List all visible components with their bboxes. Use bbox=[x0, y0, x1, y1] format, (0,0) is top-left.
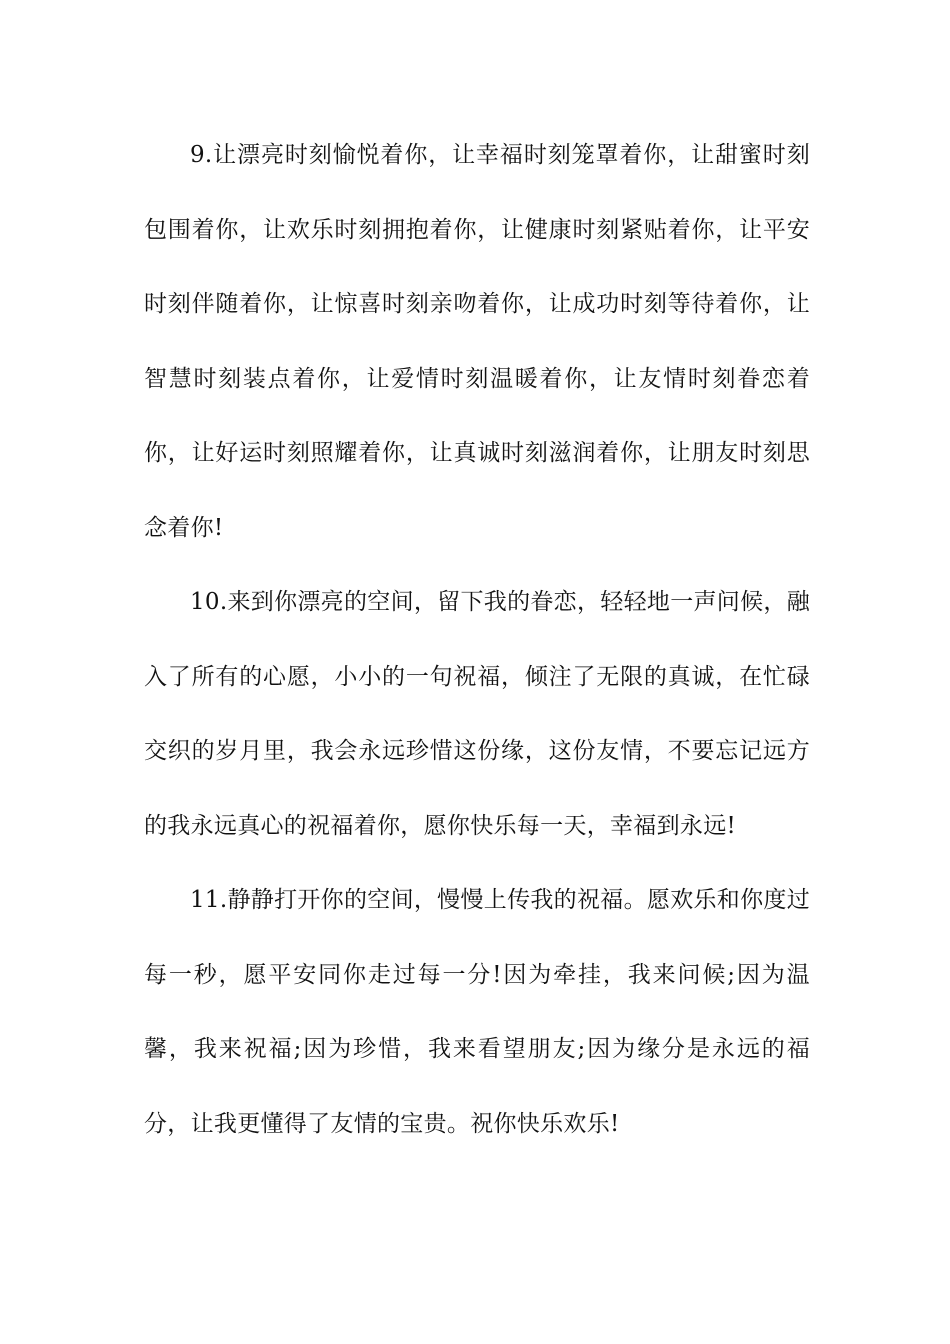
document-body bbox=[144, 118, 810, 1161]
paragraph-9: 9.让漂亮时刻愉悦着你，让幸福时刻笼罩着你，让甜蜜时刻包围着你，让欢乐时刻拥抱着你，让健康时刻紧贴着你，让平安时刻伴随着你，让惊喜时刻亲吻着你，让成功时刻等待着你，让智慧时刻装点着你，让爱情时刻温暖着你，让友情时刻眷恋着你，让好运时刻照耀着你，让真诚时刻滋润着你，让朋友时刻思念着你! bbox=[144, 142, 810, 541]
paragraph-10: 10.来到你漂亮的空间，留下我的眷恋，轻轻地一声问候，融入了所有的心愿，小小的一句祝福，倾注了无限的真诚，在忙碌交织的岁月里，我会永远珍惜这份缘，这份友情，不要忘记远方的我永远真心的祝福着你，愿你快乐每一天，幸福到永远! bbox=[144, 589, 810, 839]
paragraph-11: 11.静静打开你的空间，慢慢上传我的祝福。愿欢乐和你度过每一秒，愿平安同你走过每一分!因为牵挂，我来问候;因为温馨，我来祝福;因为珍惜，我来看望朋友;因为缘分是永远的福分，让我更懂得了友情的宝贵。祝你快乐欢乐! bbox=[144, 887, 810, 1137]
